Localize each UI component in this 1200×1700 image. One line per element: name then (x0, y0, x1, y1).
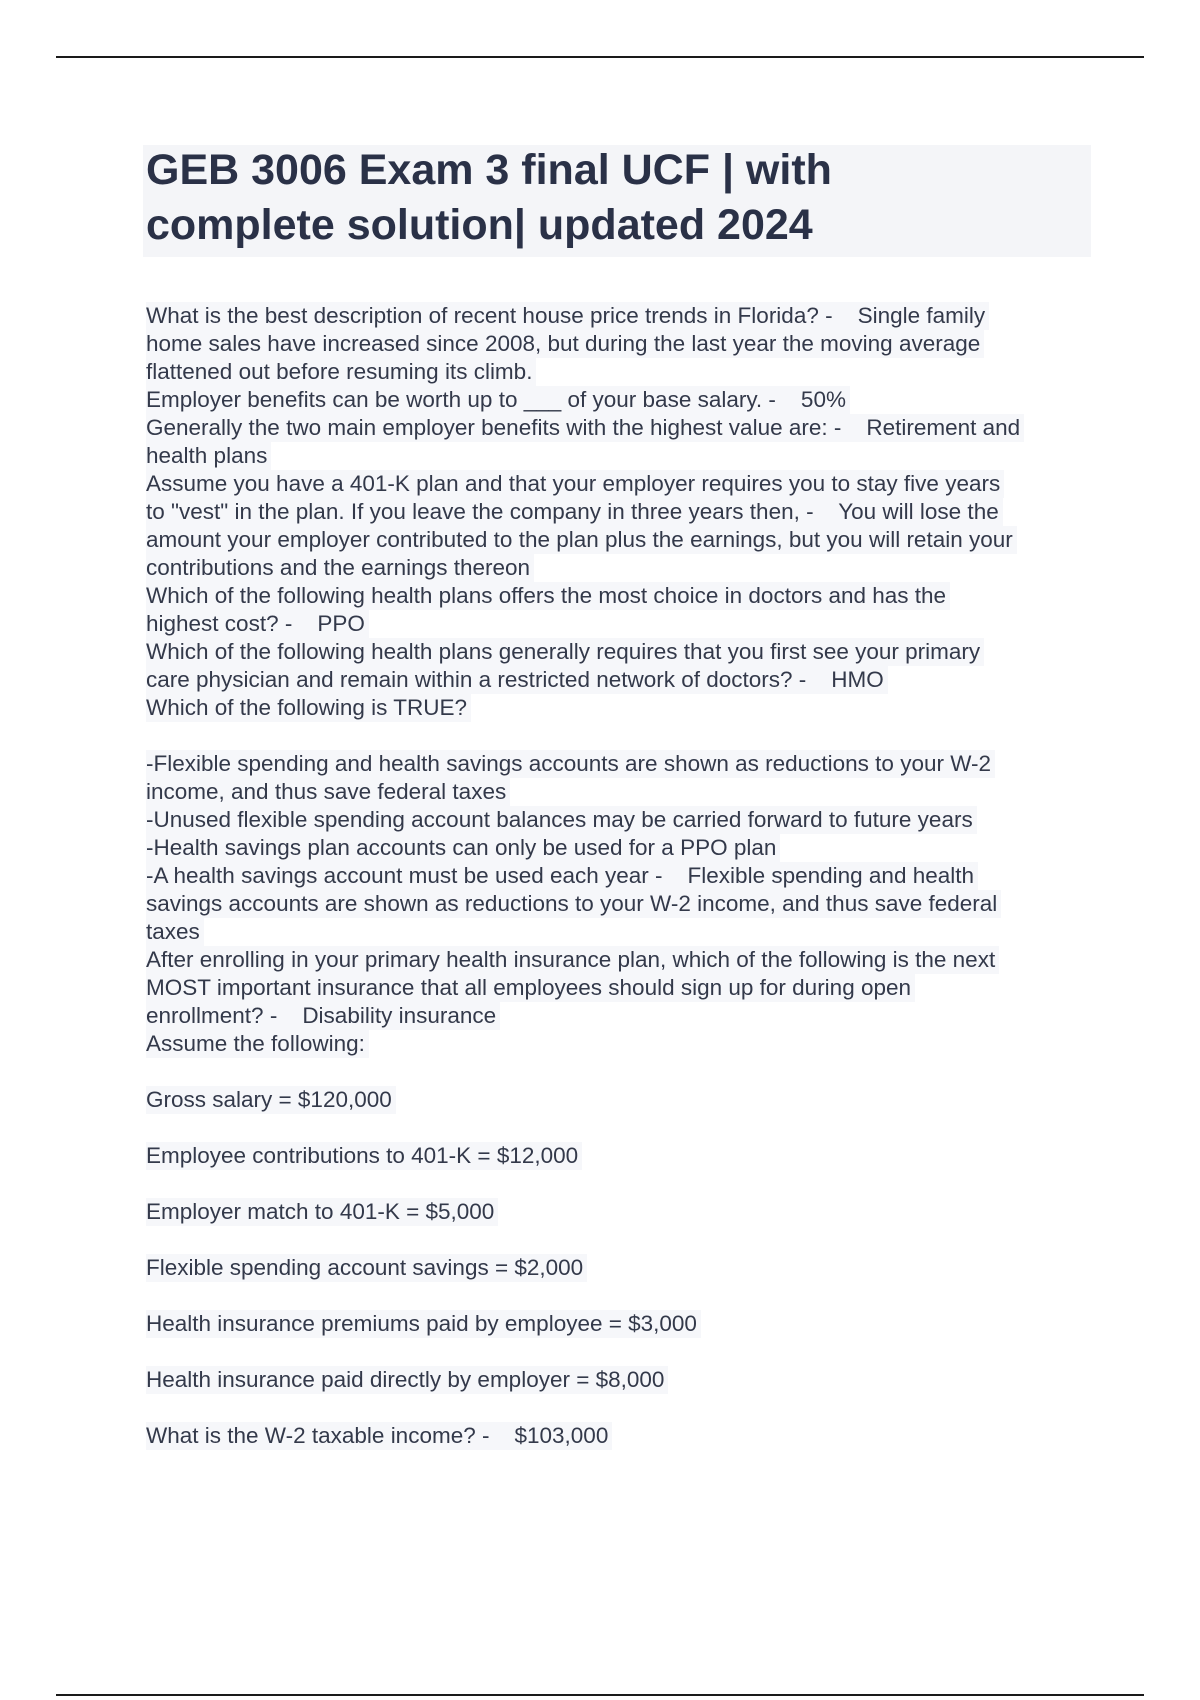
body-line: -A health savings account must be used each year - Flexible spending and health (146, 862, 978, 890)
blank-line (146, 1226, 1096, 1254)
body-line: Flexible spending account savings = $2,000 (146, 1254, 587, 1282)
body-line: to "vest" in the plan. If you leave the company in three years then, - You will lose the (146, 498, 1003, 526)
blank-line (146, 722, 1096, 750)
body-line: Which of the following is TRUE? (146, 694, 471, 722)
blank-line (146, 1338, 1096, 1366)
blank-line (146, 1170, 1096, 1198)
body-line: Health insurance paid directly by employer = $8,000 (146, 1366, 668, 1394)
body-line: -Flexible spending and health savings accounts are shown as reductions to your W-2 (146, 750, 995, 778)
body-line: Which of the following health plans generally requires that you first see your primary (146, 638, 984, 666)
body-line: enrollment? - Disability insurance (146, 1002, 500, 1030)
body-line: What is the best description of recent house price trends in Florida? - Single family (146, 302, 989, 330)
body-line: What is the W-2 taxable income? - $103,000 (146, 1422, 612, 1450)
body-line: amount your employer contributed to the plan plus the earnings, but you will retain your (146, 526, 1017, 554)
body-line: care physician and remain within a restricted network of doctors? - HMO (146, 666, 888, 694)
body-line: Assume you have a 401-K plan and that your employer requires you to stay five years (146, 470, 1004, 498)
body-line: Gross salary = $120,000 (146, 1086, 396, 1114)
body-line: Health insurance premiums paid by employee = $3,000 (146, 1310, 701, 1338)
body-line: flattened out before resuming its climb. (146, 358, 536, 386)
body-line: After enrolling in your primary health insurance plan, which of the following is the next (146, 946, 999, 974)
blank-line (146, 1058, 1096, 1086)
body-line: highest cost? - PPO (146, 610, 369, 638)
document-title (146, 143, 1086, 253)
body-line: Employee contributions to 401-K = $12,000 (146, 1142, 582, 1170)
page-bottom-rule (56, 1694, 1144, 1696)
body-line: Assume the following: (146, 1030, 369, 1058)
body-line: savings accounts are shown as reductions to your W-2 income, and thus save federal (146, 890, 1001, 918)
page-top-rule (56, 56, 1144, 58)
document-title-line-2: complete solution| updated 2024 (146, 201, 813, 249)
body-line: contributions and the earnings thereon (146, 554, 534, 582)
body-line: -Unused flexible spending account balances may be carried forward to future years (146, 806, 977, 834)
body-line: taxes (146, 918, 204, 946)
body-line: health plans (146, 442, 271, 470)
blank-line (146, 1114, 1096, 1142)
body-line: income, and thus save federal taxes (146, 778, 510, 806)
body-line: home sales have increased since 2008, but during the last year the moving average (146, 330, 984, 358)
body-line: MOST important insurance that all employees should sign up for during open (146, 974, 915, 1002)
body-line: Employer benefits can be worth up to ___ of your base salary. - 50% (146, 386, 850, 414)
document-body (146, 302, 1096, 1450)
blank-line (146, 1394, 1096, 1422)
body-line: Employer match to 401-K = $5,000 (146, 1198, 498, 1226)
document-title-line-1: GEB 3006 Exam 3 final UCF | with (146, 146, 832, 194)
blank-line (146, 1282, 1096, 1310)
body-line: Generally the two main employer benefits with the highest value are: - Retirement and (146, 414, 1024, 442)
body-line: -Health savings plan accounts can only be used for a PPO plan (146, 834, 780, 862)
body-line: Which of the following health plans offers the most choice in doctors and has the (146, 582, 950, 610)
